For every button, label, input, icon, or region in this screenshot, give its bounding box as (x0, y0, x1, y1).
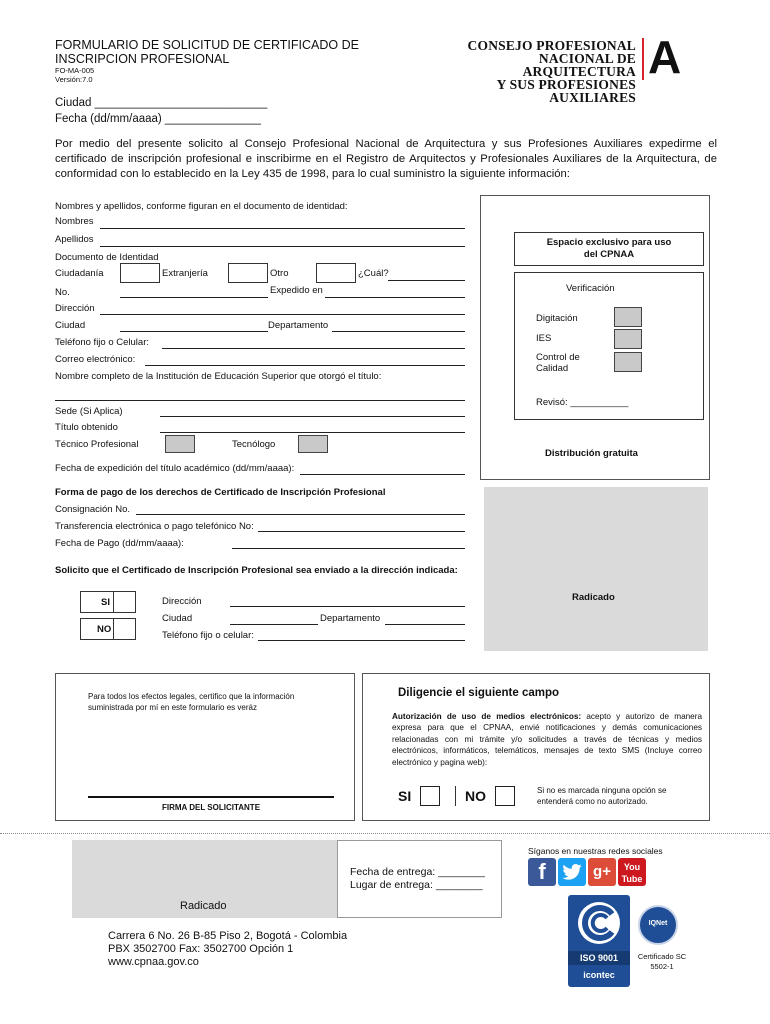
consent-si-checkbox[interactable] (420, 786, 440, 806)
tecnologo-label: Tecnólogo (232, 439, 276, 450)
institucion-line[interactable] (55, 400, 465, 401)
form-title (55, 38, 359, 66)
firma-label: FIRMA DEL SOLICITANTE (161, 803, 261, 812)
logo-line3: Y SUS PROFESIONES AUXILIARES (496, 77, 636, 105)
consent-heading: Diligencie el siguiente campo (398, 687, 560, 699)
delivery-departamento-line[interactable] (385, 624, 465, 625)
telefono-line[interactable] (162, 348, 465, 349)
radicado-panel (484, 487, 708, 651)
delivery-no-label: NO (97, 624, 112, 635)
cpnaa-logo (430, 31, 692, 105)
no-doc-label: No. (55, 287, 70, 298)
delivery-departamento-label: Departamento (320, 613, 381, 624)
cert-line2: 5502-1 (650, 962, 674, 971)
delivery-si-label: SI (101, 597, 110, 608)
delivery-direccion-line[interactable] (230, 606, 465, 607)
nombres-label: Nombres (55, 216, 94, 227)
iso-label: ISO 9001 (568, 951, 630, 965)
control-label: Control de Calidad (536, 352, 580, 374)
consent-bold-lead: Autorización de uso de medios electrónicos: (392, 712, 582, 721)
sede-line[interactable] (160, 416, 465, 417)
iqnet-badge (638, 905, 678, 945)
payment-heading: Forma de pago de los derechos de Certificado de Inscripción Profesional (55, 487, 386, 498)
tecnico-checkbox[interactable] (165, 435, 195, 453)
footer-lugar-entrega[interactable]: Lugar de entrega: ________ (350, 879, 483, 891)
fecha-titulo-line[interactable] (300, 474, 465, 475)
intro-paragraph: Por medio del presente solicito al Consejo Profesional Nacional de Arquitectura y sus Profesiones Auxiliares expedirme el certificado de inscripción profesional e inscribirme en el Registro de Arquitectos y Profesionales Auxiliares de la Arquitectura, de conformidad con lo establecido en la Ley 435 de 1998, para lo cual suministro la siguiente información: (55, 138, 717, 180)
certificate-number (632, 952, 692, 972)
iqnet-label: IQNet (648, 920, 668, 927)
form-code: FO-MA-005 (55, 66, 95, 75)
icontec-label: icontec (583, 970, 615, 980)
radicado-label: Radicado (572, 592, 615, 603)
cpnaa-panel-title: Espacio exclusivo para uso del CPNAA (514, 232, 704, 266)
form-title-line2: INSCRIPCION PROFESIONAL (55, 52, 230, 66)
fecha-titulo-label: Fecha de expedición del título académico (dd/mm/aaaa): (55, 463, 295, 474)
fecha-pago-line[interactable] (232, 548, 465, 549)
ies-label: IES (536, 333, 552, 344)
google-plus-icon[interactable]: g+ (588, 858, 616, 886)
iso-badge (568, 895, 630, 987)
fecha-line[interactable]: Fecha (dd/mm/aaaa) _______________ (55, 113, 261, 125)
otro-checkbox[interactable] (316, 263, 356, 283)
departamento-line[interactable] (332, 331, 465, 332)
departamento-label: Departamento (268, 320, 329, 331)
cut-line (0, 833, 770, 834)
youtube-tube: Tube (621, 874, 643, 884)
direccion-label: Dirección (55, 303, 95, 314)
consignacion-line[interactable] (136, 514, 465, 515)
delivery-no-checkbox[interactable] (113, 618, 136, 640)
documento-label: Documento de Identidad (55, 252, 159, 263)
footer-fecha-entrega[interactable]: Fecha de entrega: ________ (350, 866, 485, 878)
delivery-telefono-label: Teléfono fijo o celular: (162, 630, 254, 641)
names-section-label: Nombres y apellidos, conforme figuran en el documento de identidad: (55, 201, 348, 212)
logo-a-icon: A (648, 31, 682, 83)
cual-label: ¿Cuál? (358, 268, 389, 279)
consignacion-label: Consignación No. (55, 504, 130, 515)
delivery-ciudad-label: Ciudad (162, 613, 193, 624)
address-line1: Carrera 6 No. 26 B-85 Piso 2, Bogotá - Colombia (108, 930, 348, 942)
institucion-label: Nombre completo de la Institución de Educación Superior que otorgó el título: (55, 371, 382, 382)
consent-si-label: SI (398, 788, 412, 804)
ciudadania-label: Ciudadanía (55, 268, 104, 279)
titulo-label: Título obtenido (55, 422, 118, 433)
consent-no-label: NO (465, 788, 486, 804)
extranjeria-label: Extranjería (162, 268, 208, 279)
certify-text: Para todos los efectos legales, certifico que la información suministrada por mí en este formulario es veráz (88, 692, 295, 712)
cual-line[interactable] (388, 280, 465, 281)
expedido-label: Expedido en (270, 285, 323, 296)
delivery-telefono-line[interactable] (258, 640, 465, 641)
apellidos-line[interactable] (100, 246, 465, 247)
expedido-line[interactable] (325, 297, 465, 298)
no-doc-line[interactable] (120, 297, 268, 298)
transferencia-label: Transferencia electrónica o pago telefónico No: (55, 521, 254, 532)
digitacion-checkbox[interactable] (614, 307, 642, 327)
reviso-label: Revisó: ___________ (536, 397, 629, 408)
sede-label: Sede (Si Aplica) (55, 406, 123, 417)
delivery-heading: Solicito que el Certificado de Inscripción Profesional sea enviado a la dirección indicada: (55, 565, 458, 576)
correo-line[interactable] (145, 365, 465, 366)
ciudad-line[interactable]: Ciudad ___________________________ (55, 97, 268, 109)
delivery-ciudad-line[interactable] (230, 624, 318, 625)
distribucion-label: Distribución gratuita (545, 448, 638, 459)
logo-line2: NACIONAL DE ARQUITECTURA (522, 51, 636, 79)
signature-line[interactable] (88, 796, 334, 798)
consent-body (392, 711, 702, 768)
form-title-line1: FORMULARIO DE SOLICITUD DE CERTIFICADO DE (55, 38, 359, 52)
ies-checkbox[interactable] (614, 329, 642, 349)
extranjeria-checkbox[interactable] (228, 263, 268, 283)
consent-no-checkbox[interactable] (495, 786, 515, 806)
footer-address (108, 930, 347, 969)
fecha-pago-label: Fecha de Pago (dd/mm/aaaa): (55, 538, 184, 549)
delivery-si-checkbox[interactable] (113, 591, 136, 613)
control-checkbox[interactable] (614, 352, 642, 372)
cert-line1: Certificado SC (637, 952, 687, 961)
ciudad-label: Ciudad (55, 320, 86, 331)
tecnico-label: Técnico Profesional (55, 439, 139, 450)
youtube-icon[interactable] (618, 858, 646, 886)
footer-radicado-label: Radicado (180, 900, 227, 912)
facebook-icon[interactable]: f (528, 858, 556, 886)
correo-label: Correo electrónico: (55, 354, 136, 365)
form-version: Versión:7.0 (55, 75, 93, 84)
digitacion-label: Digitación (536, 313, 578, 324)
consent-note: Si no es marcada ninguna opción se entenderá como no autorizado. (537, 786, 667, 806)
apellidos-label: Apellidos (55, 234, 94, 245)
transferencia-line[interactable] (258, 531, 465, 532)
titulo-line[interactable] (160, 432, 465, 433)
tecnologo-checkbox[interactable] (298, 435, 328, 453)
logo-line1: CONSEJO PROFESIONAL (467, 38, 636, 53)
delivery-direccion-label: Dirección (162, 596, 202, 607)
ciudadania-checkbox[interactable] (120, 263, 160, 283)
twitter-icon[interactable] (558, 858, 586, 886)
direccion-line[interactable] (100, 314, 465, 315)
verificacion-label: Verificación (566, 283, 615, 294)
consent-body-text: acepto y autorizo de manera expresa para que el CPNAA, envié notificaciones y demás comunicaciones relacionadas con mi trámite y/o solicitudes a través de técnicas y medios electrónicos, informáticos, telemáticos, mensajes de texto SMS (Incluye correo electrónico y pagina web): (392, 712, 703, 767)
website-link[interactable]: www.cpnaa.gov.co (108, 956, 199, 968)
youtube-you: You (623, 862, 641, 872)
icontec-seal-icon (574, 900, 624, 946)
ciudad-field-line[interactable] (120, 331, 268, 332)
telefono-label: Teléfono fijo o Celular: (55, 337, 149, 348)
address-line2: PBX 3502700 Fax: 3502700 Opción 1 (108, 943, 294, 955)
social-label: Síganos en nuestras redes sociales (528, 846, 663, 856)
nombres-line[interactable] (100, 228, 465, 229)
otro-label: Otro (270, 268, 289, 279)
